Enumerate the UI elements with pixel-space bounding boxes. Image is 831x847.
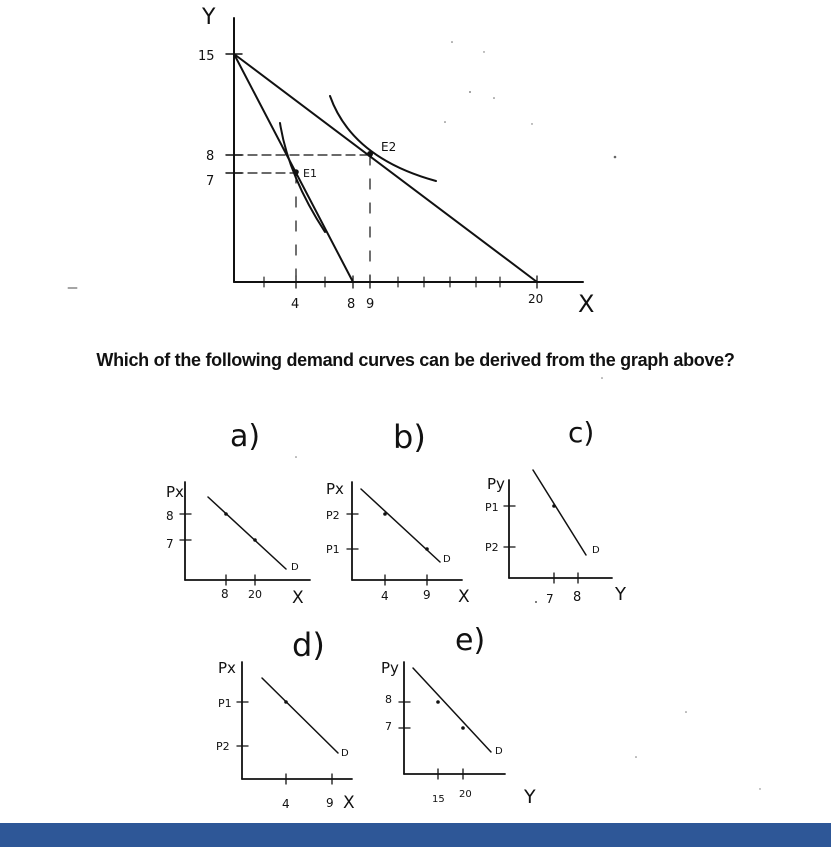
main-x-tick-label-8: 8: [347, 297, 356, 312]
option-d-x-tick-label-4: 4: [282, 797, 290, 811]
speck: [483, 51, 484, 52]
budget-line-2: [234, 54, 537, 282]
option-e-point-1: [436, 700, 440, 704]
option-e-label: e): [455, 623, 486, 658]
option-d-y-tick-label-p1: P1: [218, 697, 232, 710]
option-b-point-2: [425, 547, 429, 551]
speck: [444, 121, 446, 123]
option-e-point-2: [461, 726, 465, 730]
option-b-y-axis-label: Px: [326, 480, 344, 498]
option-c-curve-label: D: [592, 545, 600, 556]
main-chart: [198, 5, 594, 318]
option-a-point-2: [253, 538, 257, 542]
option-a-x-axis-label: X: [292, 588, 304, 608]
main-y-tick-label-7: 7: [206, 174, 215, 189]
option-b-x-tick-label-4: 4: [381, 589, 389, 603]
option-d-chart: [216, 626, 355, 813]
question-text: Which of the following demand curves can be derived from the graph above?: [96, 350, 735, 370]
speck: [535, 601, 537, 603]
option-d-demand-curve: [262, 678, 338, 753]
option-c-point-1: [552, 504, 556, 508]
equilibrium-point-e1: [293, 169, 299, 175]
option-d-y-axis-label: Px: [218, 659, 236, 677]
option-d-x-tick-label-9: 9: [326, 796, 334, 810]
option-b-chart: [326, 418, 470, 607]
option-c-demand-curve: [533, 470, 586, 555]
main-y-axis-label: Y: [202, 5, 216, 30]
option-b-label: b): [393, 418, 426, 456]
option-b-point-1: [383, 512, 387, 516]
option-c-label: c): [568, 416, 595, 449]
main-y-tick-label-15: 15: [198, 49, 215, 64]
option-a-x-tick-label-20: 20: [248, 588, 262, 601]
option-e-x-tick-label-20: 20: [459, 789, 472, 800]
speck: [451, 41, 453, 43]
option-e-x-axis-label: Y: [524, 786, 536, 808]
option-e-y-tick-label-7: 7: [385, 720, 392, 733]
scan-specks: [68, 41, 616, 288]
footer-bar: [0, 823, 831, 847]
main-y-tick-label-8: 8: [206, 149, 215, 164]
speck: [685, 711, 687, 713]
option-d-y-tick-label-p2: P2: [216, 740, 230, 753]
speck: [295, 456, 297, 458]
speck: [531, 123, 532, 124]
budget-line-1: [234, 54, 353, 282]
speck: [635, 756, 637, 758]
option-a-y-tick-label-8: 8: [166, 509, 174, 523]
option-a-y-tick-label-7: 7: [166, 537, 174, 551]
option-b-curve-label: D: [443, 554, 451, 565]
option-c-y-tick-label-p1: P1: [485, 501, 499, 514]
option-e-y-axis-label: Py: [381, 659, 399, 677]
option-a-chart: [166, 419, 310, 608]
speck: [759, 788, 760, 789]
option-c-y-axis-label: Py: [487, 475, 505, 493]
option-b-y-tick-label-p1: P1: [326, 543, 340, 556]
main-x-tick-label-9: 9: [366, 297, 375, 312]
scan-specks-lower: [295, 377, 761, 790]
speck: [614, 156, 617, 159]
option-b-y-tick-label-p2: P2: [326, 509, 340, 522]
option-c-x-tick-label-7: 7: [546, 592, 554, 606]
main-x-tick-label-20: 20: [528, 292, 544, 306]
option-d-curve-label: D: [341, 748, 349, 759]
option-c-y-tick-label-p2: P2: [485, 541, 499, 554]
option-e-x-tick-label-15: 15: [432, 794, 445, 805]
equilibrium-label-e1: E1: [303, 167, 317, 180]
option-e-y-tick-label-8: 8: [385, 693, 392, 706]
speck: [493, 97, 495, 99]
option-a-y-axis-label: Px: [166, 483, 184, 501]
option-a-label: a): [230, 419, 261, 454]
option-d-x-axis-label: X: [343, 793, 355, 813]
option-a-point-1: [224, 512, 228, 516]
speck: [601, 377, 603, 379]
main-x-axis-label: X: [578, 290, 595, 318]
option-c-chart: [485, 416, 627, 606]
option-e-chart: [381, 623, 536, 808]
option-e-curve-label: D: [495, 746, 503, 757]
option-b-demand-curve: [361, 489, 440, 562]
option-a-x-tick-label-8: 8: [221, 587, 229, 601]
speck: [469, 91, 471, 93]
option-a-demand-curve: [208, 497, 286, 569]
option-d-label: d): [292, 626, 325, 664]
main-x-tick-label-4: 4: [291, 297, 300, 312]
option-e-demand-curve: [413, 668, 491, 752]
option-b-x-axis-label: X: [458, 587, 470, 607]
equilibrium-label-e2: E2: [381, 140, 397, 154]
option-d-point-1: [284, 700, 288, 704]
option-b-x-tick-label-9: 9: [423, 588, 431, 602]
option-c-x-axis-label: Y: [615, 584, 626, 605]
option-c-x-tick-label-8: 8: [573, 590, 582, 605]
equilibrium-point-e2: [367, 151, 373, 157]
option-a-curve-label: D: [291, 562, 299, 573]
